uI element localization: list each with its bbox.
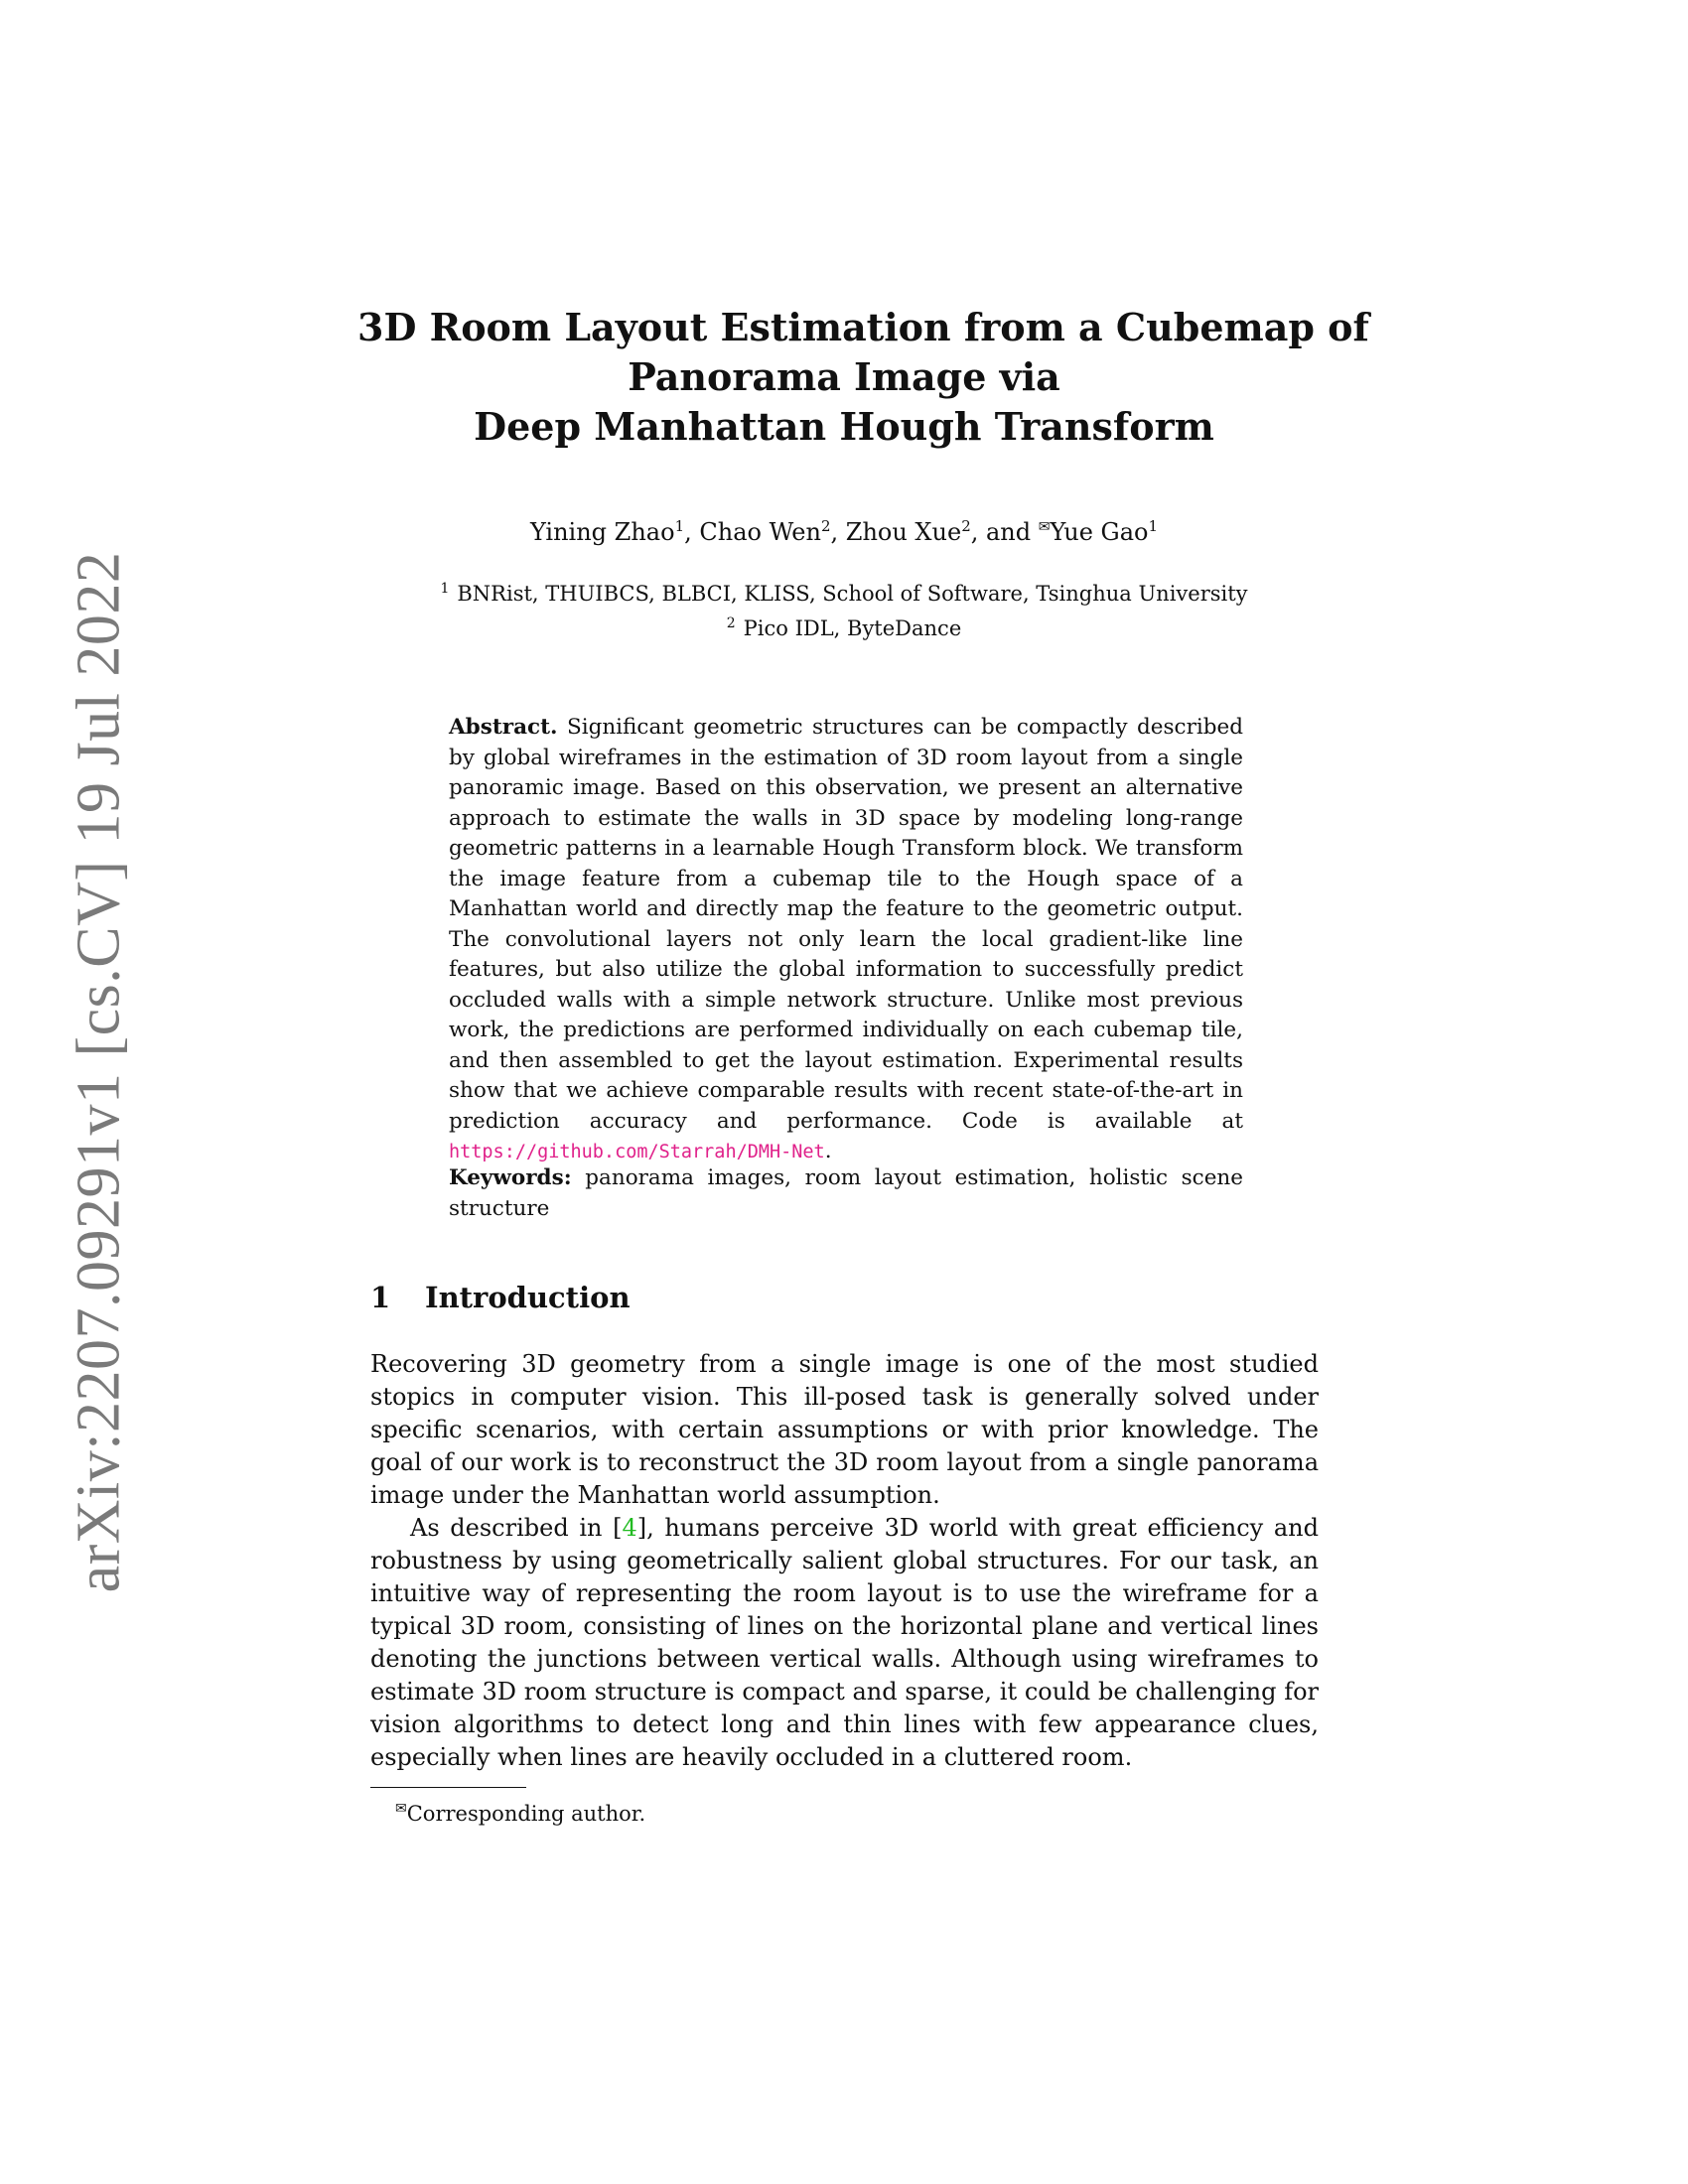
intro-paragraph-1: Recovering 3D geometry from a single image is one of the most studied stopics in computer vision. This ill-posed task is generally solved under specific scenarios, with certain assumptions or with prior knowledge. The goal of our work is to reconstruct the 3D room layout from a single panorama image under the Manhattan world assumption. — [370, 1350, 1319, 1509]
author-separator: , — [830, 518, 846, 546]
affiliation-number: 1 — [440, 581, 450, 597]
paragraph-text: ], humans perceive 3D world with great efficiency and robustness by using geometrically salient global structures. For our task, an intuitive way of representing the room layout is to use the wireframe for a typical 3D room, consisting of lines on the horizontal plane and vertical lines denoting the junctions between vertical walls. Although using wireframes to estimate 3D room structure is compact and sparse, it could be challenging for vision algorithms to detect long and thin lines with few appearance clues, especially when lines are heavily occluded in a cluttered room. — [370, 1514, 1320, 1771]
abstract-end: . — [824, 1139, 832, 1163]
keywords-text: panorama images, room layout estimation, holistic scene structure — [449, 1165, 1244, 1221]
author-name: Chao Wen — [699, 518, 821, 546]
affiliations — [357, 574, 1331, 643]
envelope-icon: ✉ — [395, 1801, 407, 1817]
abstract — [449, 713, 1243, 1168]
footnote-divider — [370, 1787, 526, 1788]
author-affiliation-mark: 1 — [674, 517, 685, 535]
code-link[interactable]: https://github.com/Starrah/DMH-Net — [449, 1142, 825, 1162]
keywords-label: Keywords: — [449, 1165, 572, 1190]
author-affiliation-mark: 2 — [820, 517, 831, 535]
section-number: 1 — [370, 1281, 391, 1314]
footnote — [395, 1795, 645, 1828]
abstract-label: Abstract. — [449, 715, 558, 740]
author-separator: , — [684, 518, 700, 546]
affiliation — [357, 609, 1331, 643]
footnote-text: Corresponding author. — [406, 1802, 646, 1826]
title-line-3: Deep Manhattan Hough Transform — [474, 404, 1214, 449]
author-name: Yining Zhao — [529, 518, 675, 546]
section-title: Introduction — [425, 1281, 631, 1314]
arxiv-identifier: arXiv:2207.09291v1 [cs.CV] 19 Jul 2022 — [65, 551, 133, 1593]
author-list — [357, 511, 1331, 547]
author-name: Zhou Xue — [845, 518, 962, 546]
affiliation-text: Pico IDL, ByteDance — [743, 616, 962, 640]
citation-link[interactable]: 4 — [622, 1514, 637, 1542]
intro-paragraph-2 — [370, 1512, 1319, 1774]
envelope-icon: ✉ — [1038, 519, 1051, 535]
affiliation-text: BNRist, THUIBCS, BLBCI, KLISS, School of Software, Tsinghua University — [457, 582, 1248, 606]
keywords — [449, 1163, 1243, 1224]
author-name: Yue Gao — [1050, 518, 1149, 546]
title-line-2: Panorama Image via — [628, 354, 1060, 399]
abstract-text: Significant geometric structures can be compactly described by global wireframes in the estimation of 3D room layout from a single panoramic image. Based on this observation, we present an alternative approach to estimate the walls in 3D space by modeling long-range geometric patterns in a learnable Hough Transform block. We transform the image feature from a cubemap tile to the Hough space of a Manhattan world and directly map the feature to the geometric output. The convolutional layers not only learn the local gradient-like line features, but also utilize the global information to successfully predict occluded walls with a simple network structure. Unlike most previous work, the predictions are performed individually on each cubemap tile, and then assembled to get the layout estimation. Experimental results show that we achieve comparable results with recent state-of-the-art in prediction accuracy and performance. Code is available at — [449, 715, 1243, 1134]
paper-title — [357, 303, 1369, 452]
author-affiliation-mark: 1 — [1148, 517, 1159, 535]
paragraph-text: As described in [ — [410, 1514, 623, 1542]
title-line-1: 3D Room Layout Estimation from a Cubemap of — [357, 305, 1369, 349]
author-separator: , and — [970, 518, 1039, 546]
section-heading — [370, 1281, 631, 1314]
affiliation-number: 2 — [726, 615, 736, 631]
author-affiliation-mark: 2 — [961, 517, 971, 535]
affiliation — [357, 574, 1331, 609]
